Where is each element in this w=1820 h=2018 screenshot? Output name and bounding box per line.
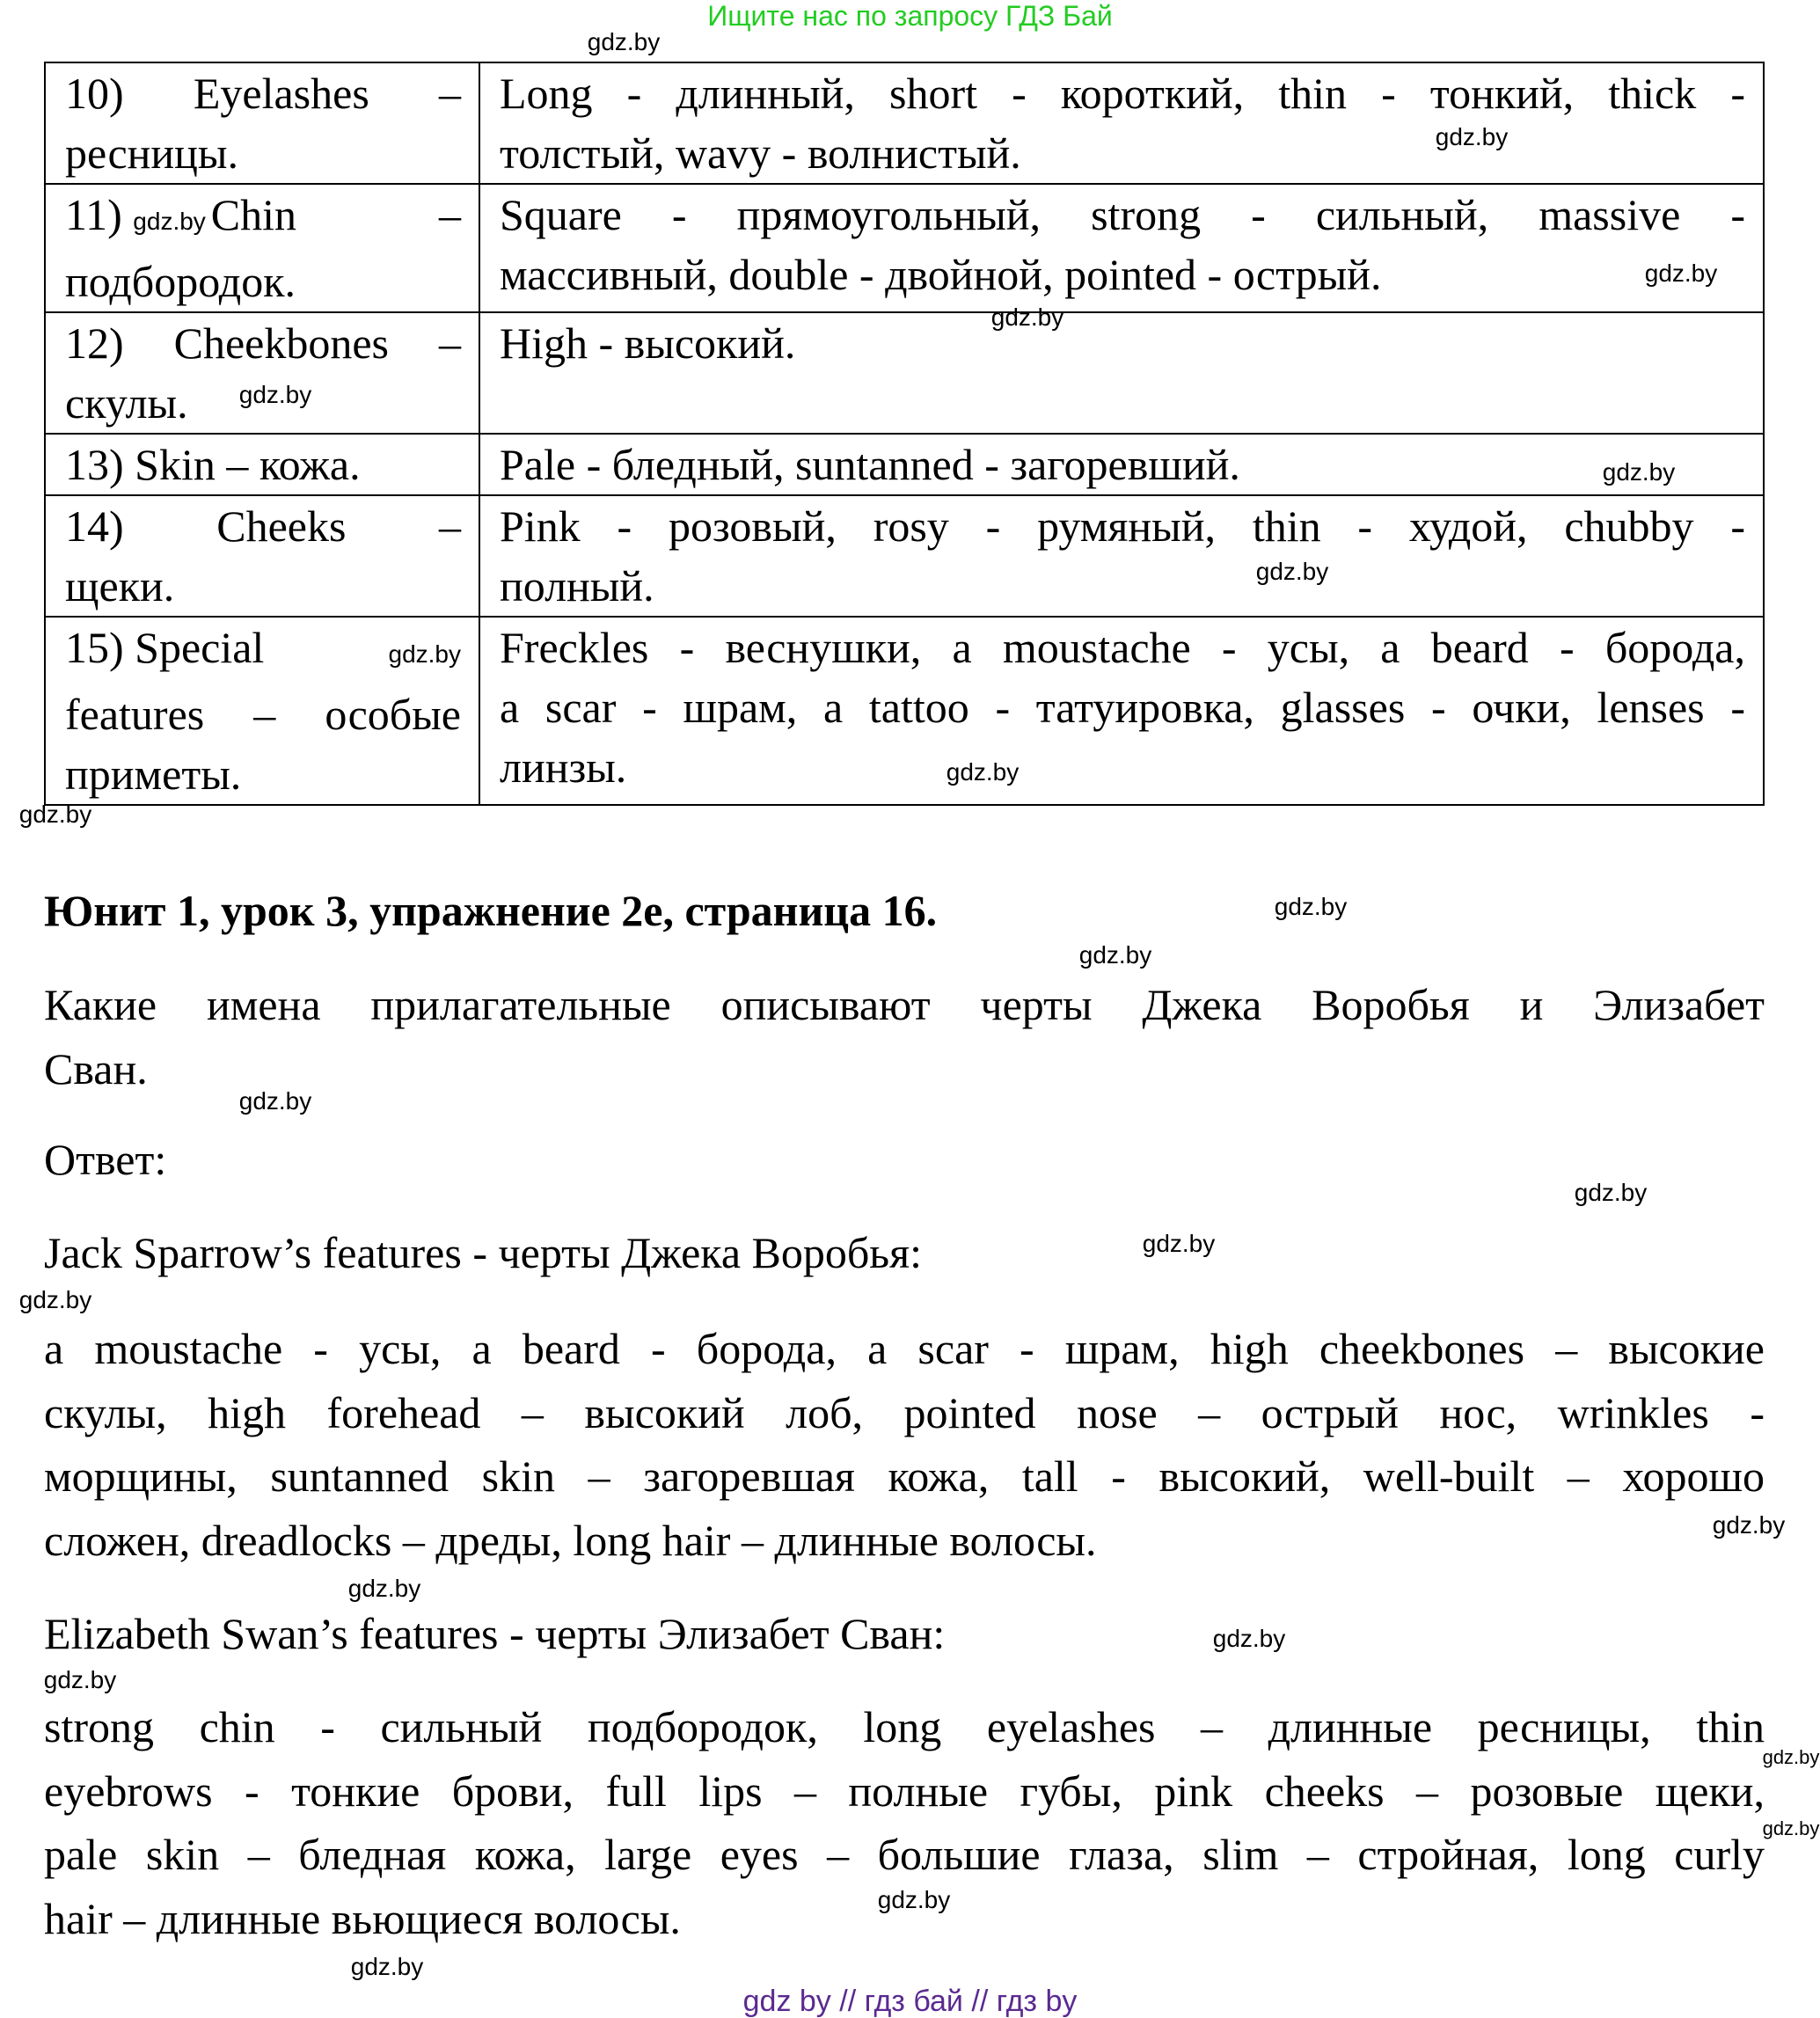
table-cell-term (45, 312, 479, 434)
table-row (45, 312, 1764, 434)
text-line: hair – длинные вьющиеся волосы. (44, 1893, 681, 1943)
watermark: gdz.by (133, 208, 206, 235)
cell-line: полный. (500, 561, 654, 611)
watermark: gdz.by (1644, 260, 1718, 287)
cell-line: 10) Eyelashes – (65, 69, 461, 118)
text-line: скулы, high forehead – высокий лоб, pointed nose – острый нос, wrinkles - (44, 1387, 1765, 1437)
cell-line: 12) Cheekbones – (65, 318, 461, 368)
watermark: gdz.by (238, 381, 312, 408)
watermark: gdz.by (946, 758, 1020, 786)
cell-line: подбородок. (65, 257, 296, 306)
watermark: gdz.by (347, 1575, 421, 1602)
watermark: gdz.by (1274, 893, 1348, 920)
cell-line: приметы. (65, 749, 242, 799)
cell-line (65, 618, 461, 684)
watermark: gdz.by (1142, 1230, 1216, 1257)
table-cell-term (45, 434, 479, 495)
cell-line: Freckles - веснушки, a moustache - усы, a beard - борода, (500, 623, 1745, 672)
table-row (45, 184, 1764, 312)
watermark: gdz.by (1712, 1511, 1786, 1539)
text-line: сложен, dreadlocks – дреды, long hair – длинные волосы. (44, 1515, 1097, 1565)
watermark: gdz.by (587, 28, 661, 55)
watermark: gdz.by (1255, 558, 1329, 585)
table-cell-adjectives (479, 184, 1764, 312)
item-number: 11) (65, 190, 122, 239)
cell-line: толстый, wavy - волнистый. (500, 128, 1021, 178)
cell-line: массивный, double - двойной, pointed - острый. (500, 250, 1382, 299)
jack-sparrow-features (44, 1317, 1765, 1572)
exercise-heading: Юнит 1, урок 3, упражнение 2е, страница 16. (44, 886, 938, 935)
question-text (44, 973, 1765, 1100)
watermark: gdz.by (18, 1286, 92, 1313)
table-cell-term (45, 62, 479, 184)
cell-text (65, 185, 206, 252)
table-row (45, 495, 1764, 617)
elizabeth-swan-title: Elizabeth Swan’s features - черты Элизабет Сван: (44, 1609, 946, 1658)
cell-line: Pink - розовый, rosy - румяный, thin - худой, chubby - (500, 501, 1745, 551)
table-cell-adjectives (479, 62, 1764, 184)
watermark: gdz.by (1574, 1179, 1648, 1206)
cell-line: Long - длинный, short - короткий, thin - тонкий, thick - (500, 69, 1745, 118)
cell-line: ресницы. (65, 128, 238, 178)
watermark: gdz.by (1078, 941, 1152, 969)
watermark: gdz.by (877, 1886, 951, 1913)
table-cell-term (45, 184, 479, 312)
footer-links[interactable]: gdz by // гдз бай // гдз by (742, 1985, 1078, 2018)
jack-sparrow-title: Jack Sparrow’s features - черты Джека Воробья: (44, 1228, 922, 1277)
watermark: gdz.by (350, 1953, 424, 1980)
text-line: Какие имена прилагательные описывают черты Джека Воробья и Элизабет (44, 980, 1765, 1029)
table-row (45, 617, 1764, 805)
cell-line: Pale - бледный, suntanned - загоревший. (500, 440, 1240, 489)
text-line: морщины, suntanned skin – загоревшая кожа, tall - высокий, well-built – хорошо (44, 1451, 1765, 1501)
cell-text: Chin – (210, 190, 461, 239)
cell-line: a scar - шрам, a tattoo - татуировка, glasses - очки, lenses - (500, 683, 1745, 732)
watermark: gdz.by (1762, 1817, 1820, 1839)
table-cell-adjectives (479, 617, 1764, 805)
cell-line: 14) Cheeks – (65, 501, 461, 551)
cell-line: Square - прямоугольный, strong - сильный, massive - (500, 190, 1745, 239)
table-row (45, 434, 1764, 495)
table-cell-term (45, 617, 479, 805)
watermark: gdz.by (1762, 1746, 1820, 1768)
watermark: gdz.by (43, 1666, 117, 1693)
watermark: gdz.by (18, 801, 92, 828)
cell-line: линзы. (500, 742, 627, 792)
watermark: gdz.by (1212, 1625, 1286, 1652)
watermark: gdz.by (1602, 458, 1676, 486)
table-cell-adjectives (479, 434, 1764, 495)
table-cell-term (45, 495, 479, 617)
answer-label: Ответ: (44, 1135, 167, 1184)
text-line: a moustache - усы, a beard - борода, a scar - шрам, high cheekbones – высокие (44, 1324, 1765, 1373)
watermark: gdz.by (1435, 123, 1509, 150)
vocabulary-table (44, 62, 1765, 806)
cell-line: High - высокий. (500, 318, 796, 368)
cell-line: 13) Skin – кожа. (65, 440, 361, 489)
cell-line: features – особые (65, 690, 461, 739)
watermark: gdz.by (990, 303, 1064, 331)
cell-line: щеки. (65, 561, 175, 611)
text-line: Сван. (44, 1043, 148, 1093)
table-cell-adjectives (479, 312, 1764, 434)
cell-line (65, 185, 461, 252)
watermark: gdz.by (388, 640, 461, 668)
cell-line: скулы. (65, 378, 188, 428)
text-line: strong chin - сильный подбородок, long eyelashes – длинные ресницы, thin (44, 1702, 1765, 1751)
text-line: eyebrows - тонкие брови, full lips – полные губы, pink cheeks – розовые щеки, (44, 1766, 1765, 1816)
search-banner: Ищите нас по запросу ГДЗ Бай (707, 0, 1113, 32)
text-line: pale skin – бледная кожа, large eyes – большие глаза, slim – стройная, long curly (44, 1830, 1765, 1879)
cell-text: 15) Special (65, 623, 265, 672)
watermark: gdz.by (238, 1087, 312, 1115)
table-cell-adjectives (479, 495, 1764, 617)
